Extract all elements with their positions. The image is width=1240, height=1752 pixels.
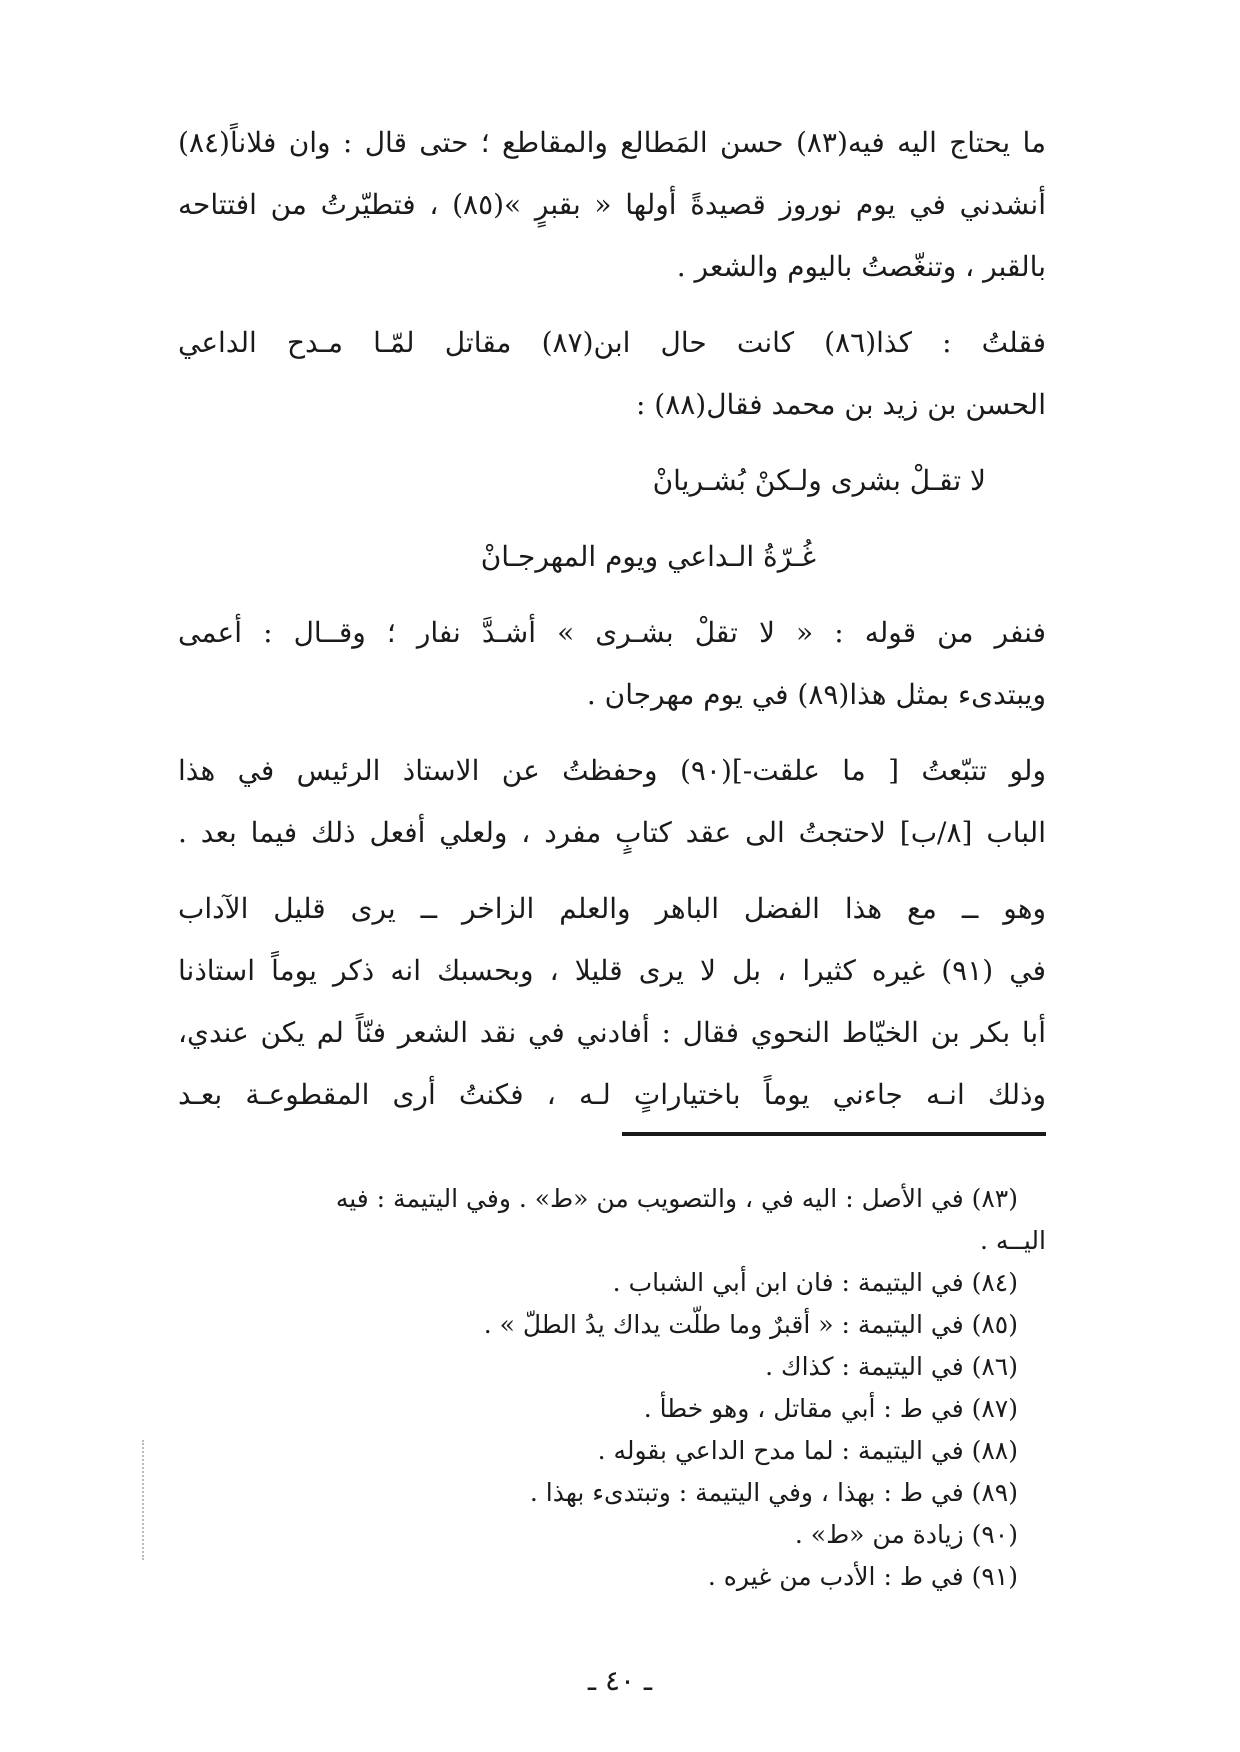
- text-line: بالقبر ، وتنغّصتُ باليوم والشعر .: [676, 250, 1046, 283]
- text-line: ما يحتاج اليه فيه(٨٣) حسن المَطالع والمقاطع ؛ حتى قال : وان فلاناً(٨٤): [178, 126, 1046, 159]
- main-text: [178, 112, 1046, 1126]
- verse-line: لا تقـلْ بشرى ولـكنْ بُشـريانْ: [652, 464, 986, 497]
- text-line: الحسن بن زيد بن محمد فقال(٨٨) :: [635, 388, 1046, 421]
- text-line: فقلتُ : كذا(٨٦) كانت حال ابن(٨٧) مقاتل لمّـا مـدح الداعي: [178, 326, 1046, 359]
- footnote: (٨٦) في اليتيمة : كذاك .: [765, 1352, 1018, 1381]
- margin-scan-mark: [142, 1440, 146, 1560]
- text-line: ولو تتبّعتُ [ ما علقت-](٩٠) وحفظتُ عن الاستاذ الرئيس في هذا: [178, 754, 1046, 787]
- footnote: (٨٣) في الأصل : اليه في ، والتصويب من «ط» . وفي اليتيمة : فيه: [335, 1184, 1018, 1213]
- text-line: وذلك انـه جاءني يوماً باختياراتٍ لـه ، فكنتُ أرى المقطوعـة بعـد: [178, 1078, 1046, 1111]
- footnote-separator: [622, 1132, 1046, 1136]
- text-line: الباب [٨/ب] لاحتجتُ الى عقد كتابٍ مفرد ، ولعلي أفعل ذلك فيما بعد .: [178, 816, 1046, 849]
- text-line: فنفر من قوله : « لا تقلْ بشـرى » أشـدَّ نفار ؛ وقــال : أعمى: [178, 616, 1046, 649]
- text-line: أبا بكر بن الخيّاط النحوي فقال : أفادني في نقد الشعر فنّاً لم يكن عندي،: [178, 1016, 1046, 1049]
- footnote: (٩٠) زيادة من «ط» .: [794, 1520, 1018, 1549]
- footnote: (٨٨) في اليتيمة : لما مدح الداعي بقوله .: [597, 1436, 1018, 1465]
- text-line: وهو ــ مع هذا الفضل الباهر والعلم الزاخر ــ يرى قليل الآداب: [178, 892, 1046, 925]
- footnotes: [180, 1178, 1046, 1598]
- page-number: ـ ٤٠ ـ: [587, 1664, 653, 1697]
- text-line: أنشدني في يوم نوروز قصيدةً أولها « بقبرٍ »(٨٥) ، فتطيّرتُ من افتتاحه: [178, 188, 1047, 221]
- verse-line: غُـرّةُ الـداعي ويوم المهرجـانْ: [480, 540, 816, 573]
- footnote: (٨٧) في ط : أبي مقاتل ، وهو خطأ .: [643, 1394, 1018, 1423]
- footnote: (٨٩) في ط : بهذا ، وفي اليتيمة : وتبتدىء بهذا .: [529, 1478, 1018, 1507]
- footnote: (٩١) في ط : الأدب من غيره .: [707, 1562, 1018, 1591]
- text-line: في (٩١) غيره كثيرا ، بل لا يرى قليلا ، وبحسبك انه ذكر يوماً استاذنا: [178, 954, 1046, 987]
- footnote: (٨٥) في اليتيمة : « أقبرٌ وما طلّت يداك يدُ الطلّ » .: [483, 1310, 1018, 1339]
- text-line: ويبتدىء بمثل هذا(٨٩) في يوم مهرجان .: [586, 678, 1046, 711]
- footnote: (٨٤) في اليتيمة : فان ابن أبي الشباب .: [612, 1268, 1018, 1297]
- footnote-continuation: اليــه .: [979, 1226, 1046, 1255]
